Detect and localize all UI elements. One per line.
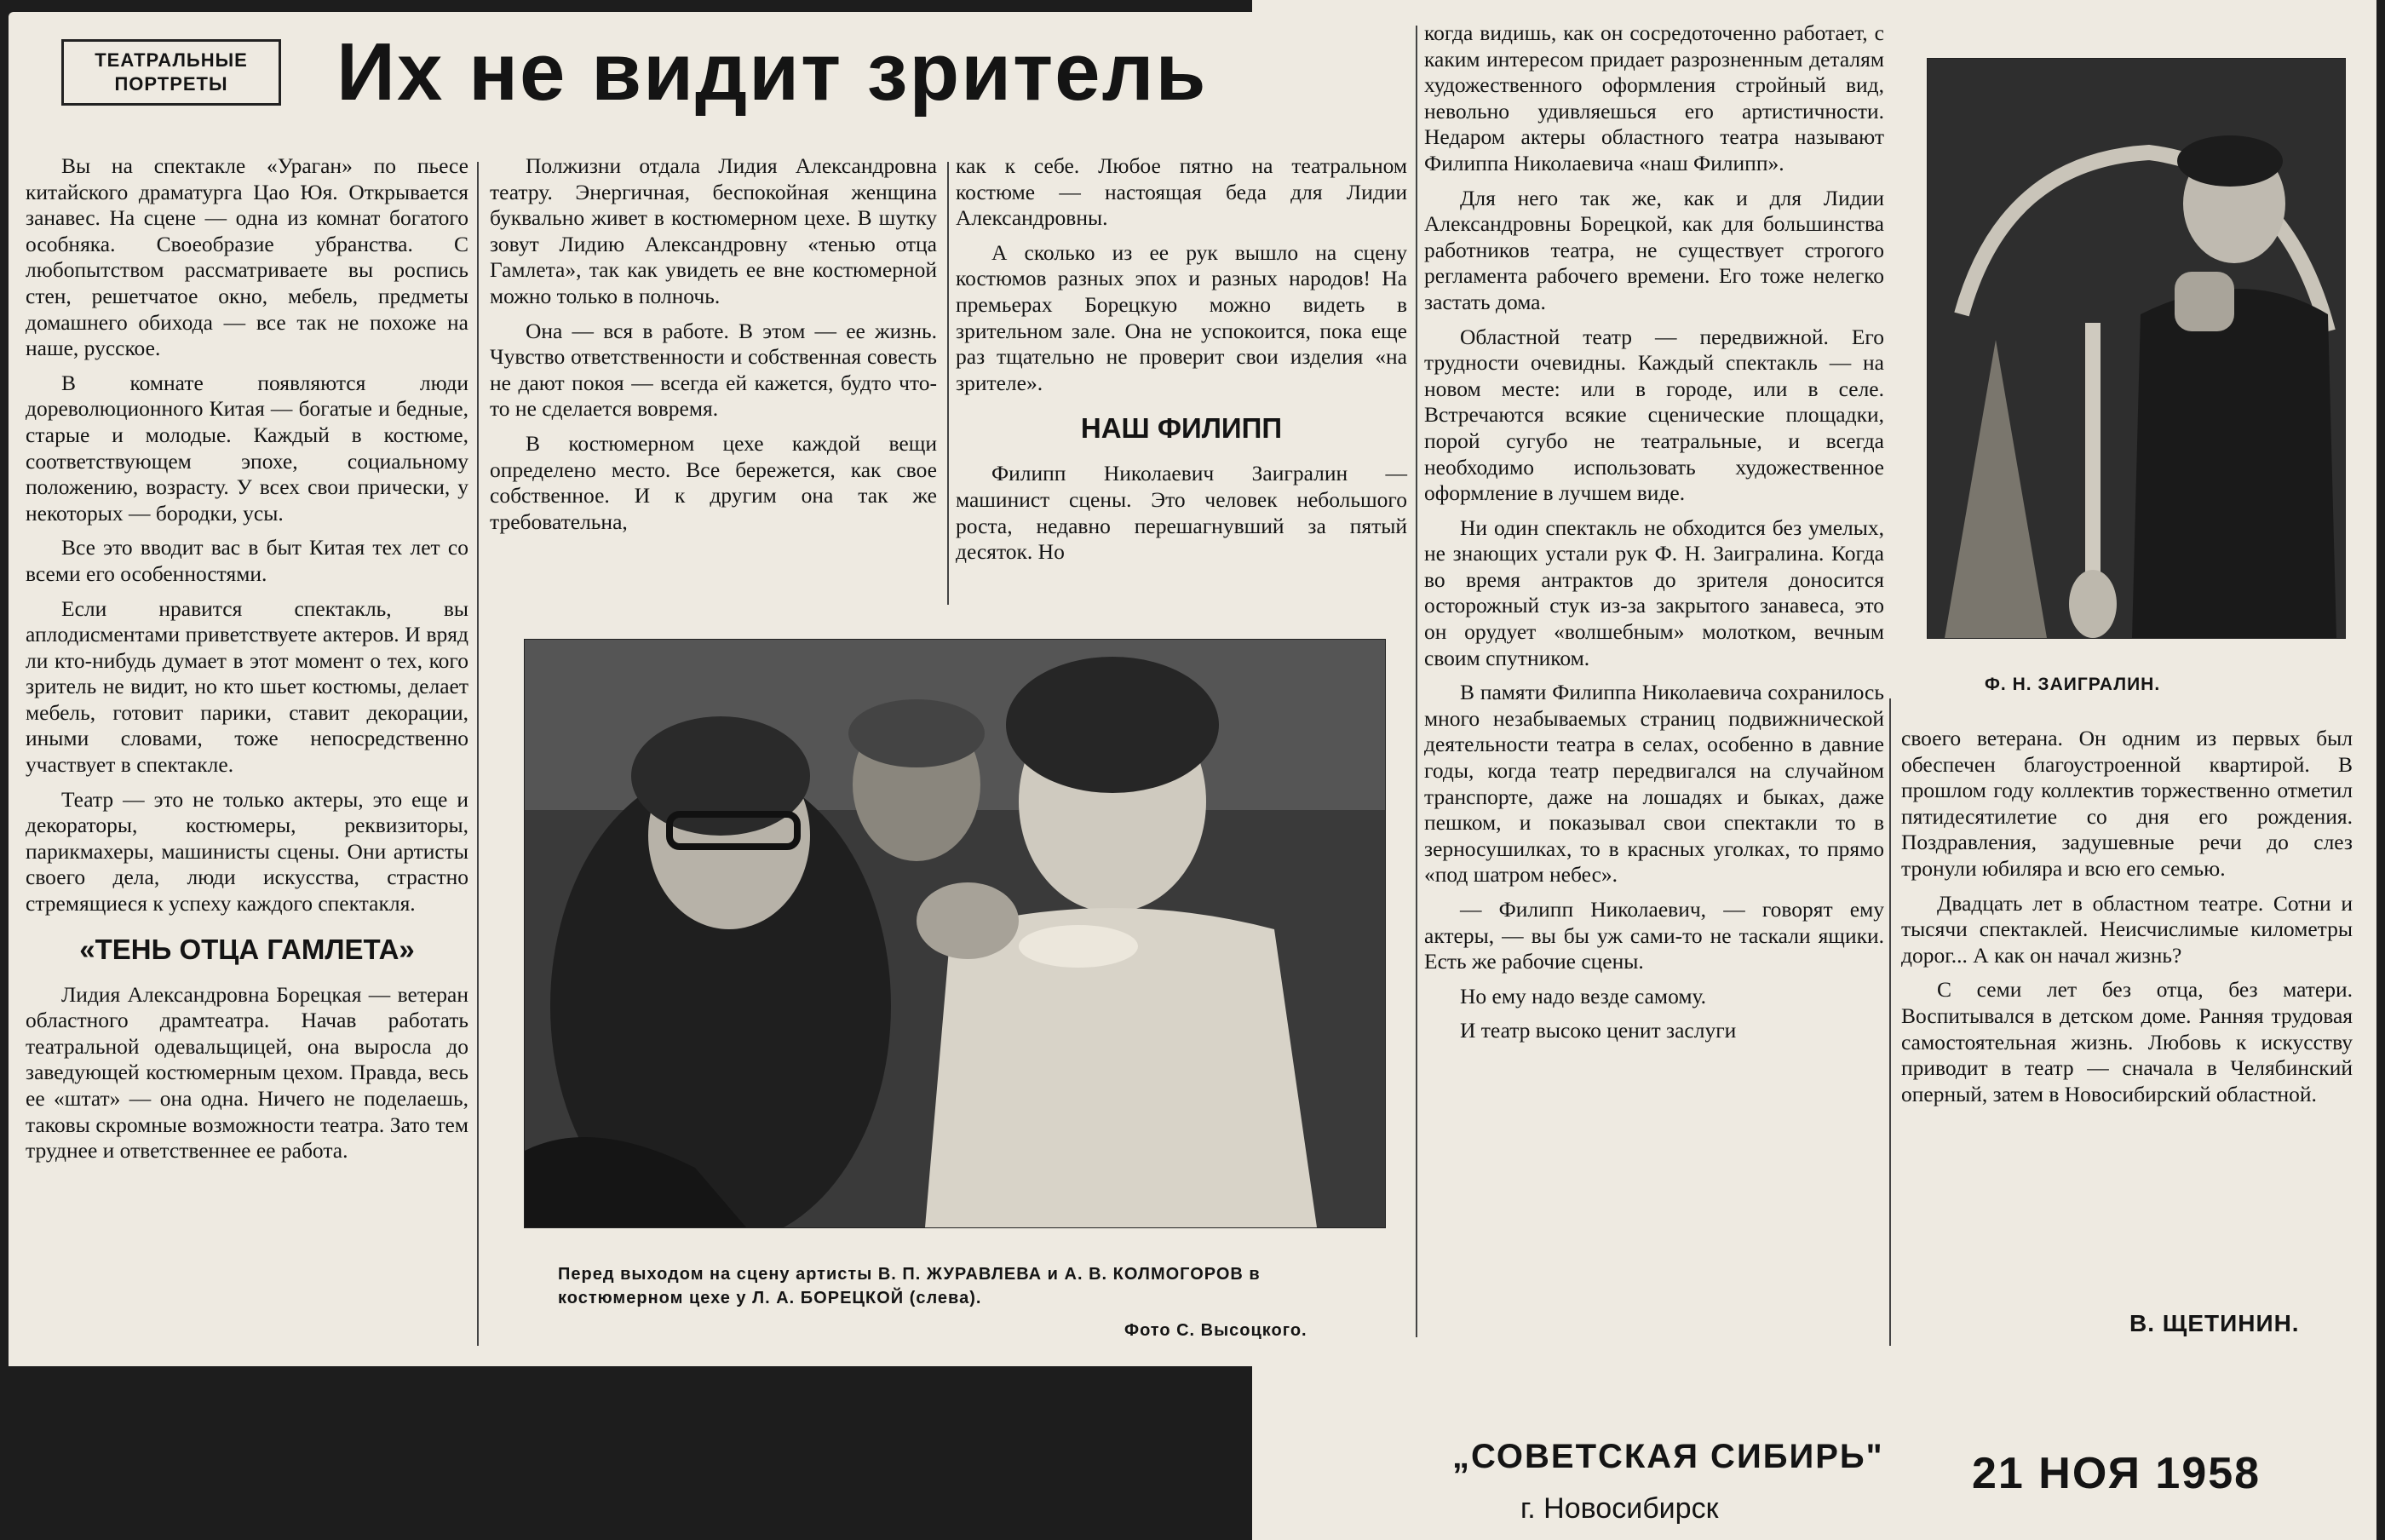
photo-costume-shop-image [525,640,1385,1227]
column-rule [947,162,949,605]
paragraph: Двадцать лет в областном театре. Сотни и тысячи спектаклей. Неисчислимые километры дорог... А как он начал жизнь? [1901,890,2353,968]
paragraph: Для него так же, как и для Лидии Александровны Борецкой, как для большинства работников театра, не существует строгого регламента рабочего времени. Его тоже нелегко застать дома. [1424,185,1884,314]
photo-zaigralin [1927,58,2346,639]
paragraph: Лидия Александровна Борецкая — ветеран областного драмтеатра. Начав работать театральной одевальщицей, она выросла до заведующей костюмерным цехом. Правда, весь ее «штат» — она одна. Ничего не поделаешь, таковы скромные возможности театра. Зато тем труднее и ответственнее ее работа. [26,981,468,1164]
column-rule [477,162,479,1346]
column-4 [1424,20,1884,1053]
column-rule [1889,698,1891,1346]
column-5 [1901,726,2353,1116]
subhead-hamlet: «ТЕНЬ ОТЦА ГАМЛЕТА» [79,933,415,965]
photo-costume-shop [524,639,1386,1228]
photo-credit: Фото С. Высоцкого. [1124,1321,1307,1340]
paragraph: И театр высоко ценит заслуги [1460,1018,1737,1043]
column-3 [956,153,1407,574]
paragraph: как к себе. Любое пятно на театральном костюме — настоящая беда для Лидии Александровны. [956,153,1407,231]
paragraph: Театр — это не только актеры, это еще и декораторы, костюмеры, реквизиторы, парикмахеры, машинисты сцены. Они артисты своего дела, люди искусства, страстно стремящиеся к успеху каждого спектакля. [26,786,468,917]
paragraph: А сколько из ее рук вышло на сцену костюмов разных эпох и разных народов! На премьерах Борецкую можно видеть в зрительном зале. Она не успокоится, пока еще раз тщательно не проверит свои изделия «на зрителе». [956,239,1407,395]
column-1 [26,153,468,1173]
headline: Их не видит зритель [336,26,1208,118]
photo-costume-shop-caption: Перед выходом на сцену артисты В. П. ЖУРАВЛЕВА и А. В. КОЛМОГОРОВ в костюмерном цехе у Л. А. БОРЕЦКОЙ (слева). [558,1265,1261,1307]
signature: В. ЩЕТИНИН. [2129,1310,2300,1336]
column-2 [490,153,937,543]
paragraph: Областной театр — передвижной. Его трудности очевидны. Каждый спектакль — на новом месте: или в городе, или в селе. Встречаются всякие сценические площадки, порой сугубо не театральные, и всегда необходимо использовать художественное оформление в лучшем виде. [1424,324,1884,506]
stamp-city: г. Новосибирск [1520,1492,1719,1525]
paragraph: Если нравится спектакль, вы аплодисментами приветствуете актеров. И вряд ли кто-нибудь думает в этот момент о тех, кого зритель не видит, но кто шьет костюмы, делает мебель, готовит парики, ставит декорации, иными словами, тоже непосредственно участвует в спектакле. [26,595,468,778]
paragraph: В костюмерном цехе каждой вещи определено место. Все бережется, как свое собственное. И к другим она так же требовательна, [490,430,937,534]
paragraph: В комнате появляются люди дореволюционного Китая — богатые и бедные, старые и молодые. Каждый в костюме, соответствующем эпохе, социальному положению, возрасту. У всех свои прически, у некоторых — бородки, усы. [26,370,468,526]
paragraph: Вы на спектакле «Ураган» по пьесе китайского драматурга Цао Юя. Открывается занавес. На сцене — одна из комнат богатого особняка. Своеобразие убранства. С любопытством рассматриваете вы роспись стен, решетчатое окно, мебель, предметы домашнего обихода — все так не похоже на наше, русское. [26,153,468,361]
paragraph: когда видишь, как он сосредоточенно работает, с каким интересом придает разрозненным деталям художественного оформления стройный вид, невольно удивляешься его артистичности. Недаром актеры областного театра называют Филиппа Николаевича «наш Филипп». [1424,20,1884,175]
photo-zaigralin-image [1928,59,2345,638]
photo-zaigralin-caption: Ф. Н. ЗАИГРАЛИН. [1985,675,2161,694]
paragraph: — Филипп Николаевич, — говорят ему актеры, — вы бы уж сами-то не таскали ящики. Есть же рабочие сцены. [1424,897,1884,974]
paragraph: С семи лет без отца, без матери. Воспитывался в детском доме. Ранняя трудовая самостоятельная жизнь. Любовь к искусству приводит в театр — сначала в Челябинский оперный, затем в Новосибирский областной. [1901,977,2353,1106]
paragraph: своего ветерана. Он одним из первых был обеспечен благоустроенной квартирой. В прошлом году коллектив торжественно отметил пятидесятилетие со дня его рождения. Поздравления, задушевные речи до слез тронули юбиляра и всю его семью. [1901,726,2353,881]
paragraph: Она — вся в работе. В этом — ее жизнь. Чувство ответственности и собственная совесть не дают покоя — всегда ей кажется, будто что-то не сделается вовремя. [490,318,937,422]
paragraph: Филипп Николаевич Заигралин — машинист сцены. Это человек небольшого роста, недавно перешагнувший за пятый десяток. Но [956,461,1407,565]
rubric-box: ТЕАТРАЛЬНЫЕ ПОРТРЕТЫ [61,39,281,106]
column-rule [1416,26,1417,1337]
stamp-newspaper: „СОВЕТСКАЯ СИБИРЬ" [1452,1438,1884,1475]
paragraph: Полжизни отдала Лидия Александровна театру. Энергичная, беспокойная женщина буквально живет в костюмерном цехе. В шутку зовут Лидию Александровну «тенью отца Гамлета», так как увидеть ее вне костюмерной можно только в полночь. [490,153,937,308]
paragraph: Все это вводит вас в быт Китая тех лет со всеми его особенностями. [26,535,468,586]
paragraph: Ни один спектакль не обходится без умелых, не знающих устали рук Ф. Н. Заигралина. Когда во время антрактов до зрителя доносится осторожный стук из-за закрытого занавеса, это он орудует «волшебным» молотком, вечным своим спутником. [1424,514,1884,670]
paragraph: Но ему надо везде самому. [1460,983,1707,1008]
stamp-date: 21 НОЯ 1958 [1972,1449,2261,1498]
subhead-philipp: НАШ ФИЛИПП [1080,412,1283,445]
paragraph: В памяти Филиппа Николаевича сохранилось много незабываемых страниц подвижнической деятельности театра в селах, особенно в давние годы, когда театр передвигался на случайном транспорте, даже на лошадях и быках, даже пешком, и показывал свои спектакли то в зерносушилках, то в красных уголках, то прямо «под шатром небес». [1424,680,1884,888]
